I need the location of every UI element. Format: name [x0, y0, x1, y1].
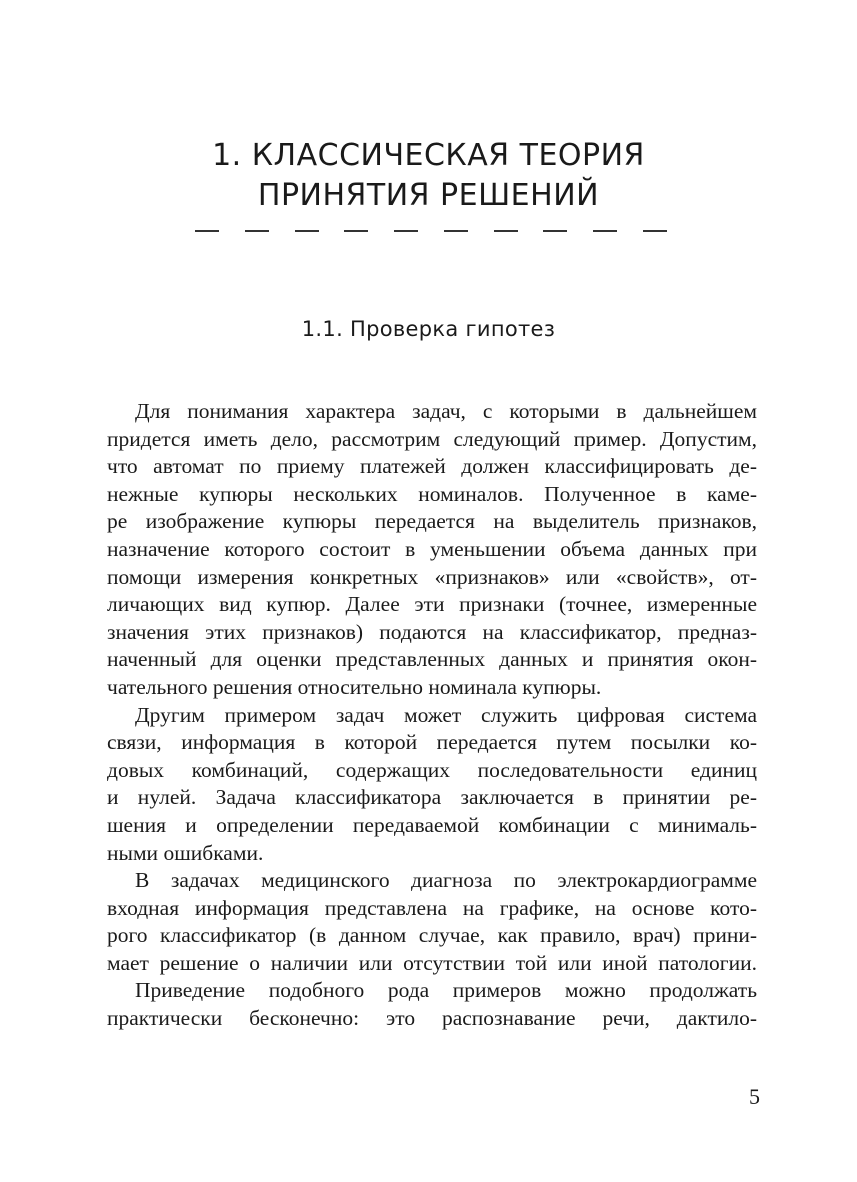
text-line: придется иметь дело, рассмотрим следующий пример. Допустим,	[107, 426, 757, 451]
rule-dash	[444, 230, 468, 232]
text-line: Приведение подобного рода примеров можно продолжать	[135, 978, 757, 1003]
rule-dash	[593, 230, 617, 232]
text-line: ре изображение купюры передается на выделитель признаков,	[107, 509, 757, 534]
rule-dash	[344, 230, 368, 232]
text-line: В задачах медицинского диагноза по электрокардиограмме	[135, 868, 757, 893]
rule-dash	[245, 230, 269, 232]
rule-dash	[494, 230, 518, 232]
chapter-title-line-1: 1. КЛАССИЧЕСКАЯ ТЕОРИЯ	[212, 138, 645, 173]
rule-dash	[195, 230, 219, 232]
text-line: личающих вид купюр. Далее эти признаки (точнее, измеренные	[107, 592, 757, 617]
text-line: связи, информация в которой передается путем посылки ко-	[107, 730, 757, 755]
text-line: нежные купюры нескольких номиналов. Полученное в каме-	[107, 481, 757, 506]
text-line: чательного решения относительно номинала купюры.	[107, 674, 602, 699]
rule-dash	[394, 230, 418, 232]
text-line: входная информация представлена на графике, на основе кото-	[107, 895, 757, 920]
chapter-title-line-2: ПРИНЯТИЯ РЕШЕНИЙ	[257, 178, 600, 213]
chapter-title	[0, 136, 857, 216]
title-dashed-rule	[195, 230, 667, 232]
paragraph-2	[107, 702, 757, 868]
text-line: довых комбинаций, содержащих последовательности единиц	[107, 757, 757, 782]
text-line: значения этих признаков) подаются на классификатор, предназ-	[107, 619, 757, 644]
paragraph-4	[107, 977, 757, 1032]
page-number: 5	[749, 1084, 760, 1109]
text-line: и нулей. Задача классификатора заключается в принятии ре-	[107, 785, 757, 810]
text-line: мает решение о наличии или отсутствии той или иной патологии.	[107, 950, 757, 975]
text-line: Для понимания характера задач, с которыми в дальнейшем	[135, 399, 757, 423]
text-line: Другим примером задач может служить цифровая система	[135, 702, 757, 727]
text-line: наченный для оценки представленных данных и принятия окон-	[107, 647, 757, 672]
section-title: 1.1. Проверка гипотез	[301, 317, 556, 341]
text-line: что автомат по приему платежей должен классифицировать де-	[107, 454, 757, 479]
text-line: шения и определении передаваемой комбинации с минималь-	[107, 812, 757, 837]
rule-dash	[643, 230, 667, 232]
rule-dash	[543, 230, 567, 232]
rule-dash	[295, 230, 319, 232]
paragraph-3	[107, 867, 757, 977]
text-line: ными ошибками.	[107, 840, 264, 865]
body-text	[107, 398, 757, 1033]
text-line: назначение которого состоит в уменьшении объема данных при	[107, 536, 757, 561]
text-line: практически бесконечно: это распознавание речи, дактило-	[107, 1006, 757, 1031]
text-line: помощи измерения конкретных «признаков» или «свойств», от-	[107, 564, 757, 589]
paragraph-1	[107, 398, 757, 702]
text-line: рого классификатор (в данном случае, как правило, врач) прини-	[107, 923, 757, 948]
